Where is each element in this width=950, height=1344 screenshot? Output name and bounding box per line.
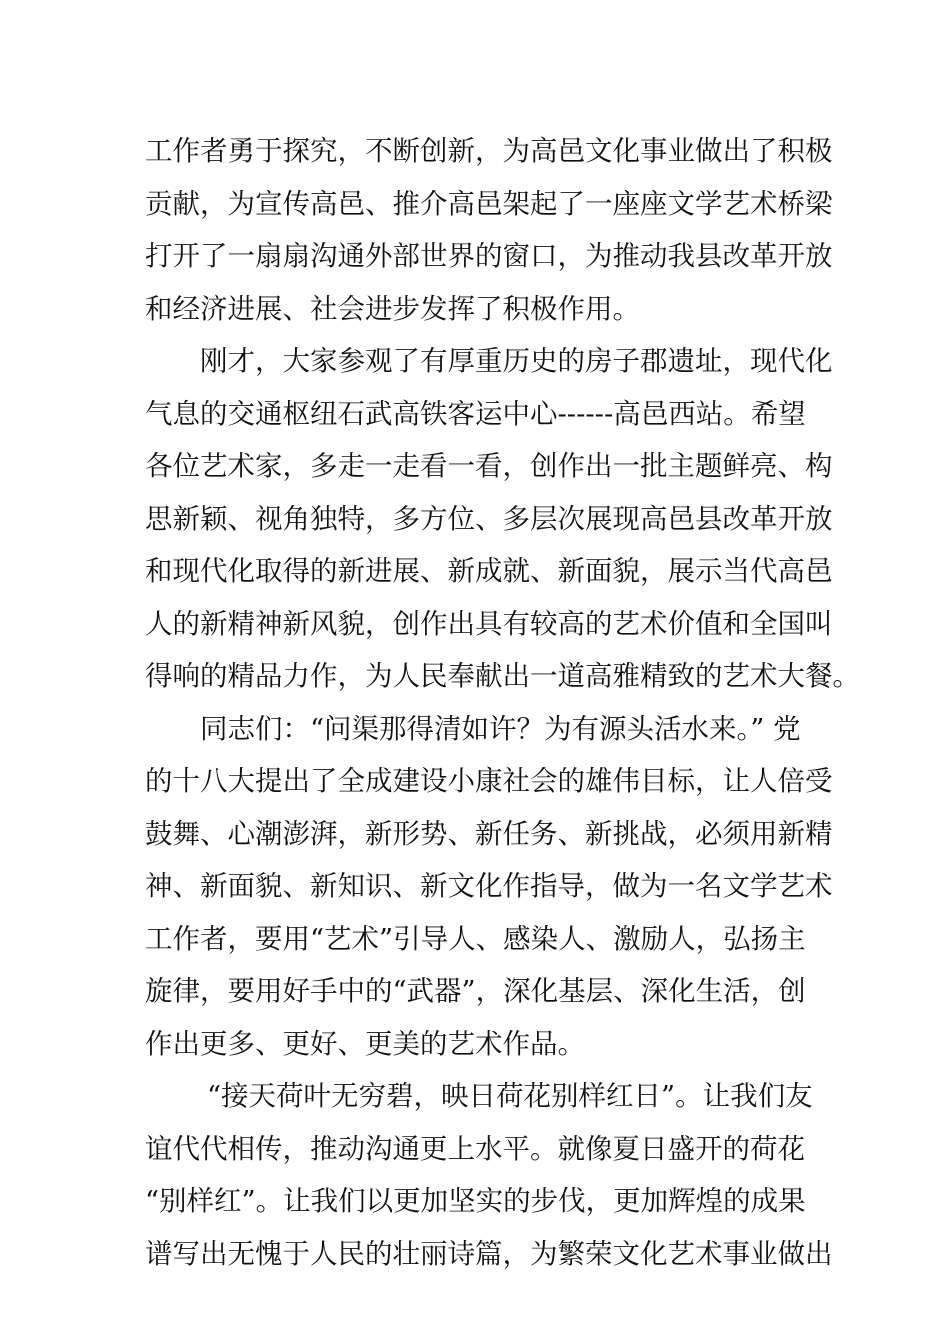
text-line: 和现代化取得的新进展、新成就、新面貌，展示当代高邑 (145, 555, 833, 587)
text-line: 谊代代相传，推动沟通更上水平。就像夏日盛开的荷花 (145, 1132, 805, 1165)
text-line: 得响的精品力作，为人民奉献出一道高雅精致的艺术大餐。 (145, 660, 860, 692)
text-line: 思新颖、视角独特，多方位、多层次展现高邑县改革开放 (145, 502, 833, 535)
text-line: 贡献，为宣传高邑、推介高邑架起了一座座文学艺术桥梁 (145, 187, 833, 220)
paragraph-first-line: 刚才，大家参观了有厚重历史的房子郡遗址，现代化 (200, 345, 833, 377)
paragraph-first-line: “接天荷叶无穷碧，映日荷花别样红日”。让我们友 (207, 1080, 813, 1112)
text-line: 气息的交通枢纽石武高铁客运中心------高邑西站。希望 (145, 397, 806, 430)
text-line: 鼓舞、心潮澎湃，新形势、新任务、新挑战，必须用新精 (145, 817, 833, 850)
paragraph-first-line: 同志们：“问渠那得清如许？为有源头活水来。” 党 (200, 712, 801, 745)
text-line: 谱写出无愧于人民的壮丽诗篇，为繁荣文化艺术事业做出 (145, 1237, 833, 1270)
text-line: 的十八大提出了全成建设小康社会的雄伟目标，让人倍受 (145, 765, 833, 797)
text-line: 人的新精神新风貌，创作出具有较高的艺术价值和全国叫 (145, 607, 833, 640)
text-line: 工作者勇于探究，不断创新，为高邑文化事业做出了积极 (145, 135, 833, 167)
text-line: 各位艺术家，多走一走看一看，创作出一批主题鲜亮、构 (145, 450, 833, 482)
text-line: 和经济进展、社会进步发挥了积极作用。 (145, 292, 640, 325)
text-line: 神、新面貌、新知识、新文化作指导，做为一名文学艺术 (145, 870, 833, 902)
text-line: 打开了一扇扇沟通外部世界的窗口，为推动我县改革开放 (145, 240, 833, 272)
text-line: 旋律，要用好手中的“武器”，深化基层、深化生活，创 (145, 975, 806, 1007)
body-text (145, 125, 860, 1280)
text-line: 作出更多、更好、更美的艺术作品。 (145, 1027, 585, 1060)
text-line: “别样红”。让我们以更加坚实的步伐，更加辉煌的成果 (145, 1185, 806, 1217)
text-line: 工作者，要用“艺术”引导人、感染人、激励人，弘扬主 (145, 922, 806, 955)
